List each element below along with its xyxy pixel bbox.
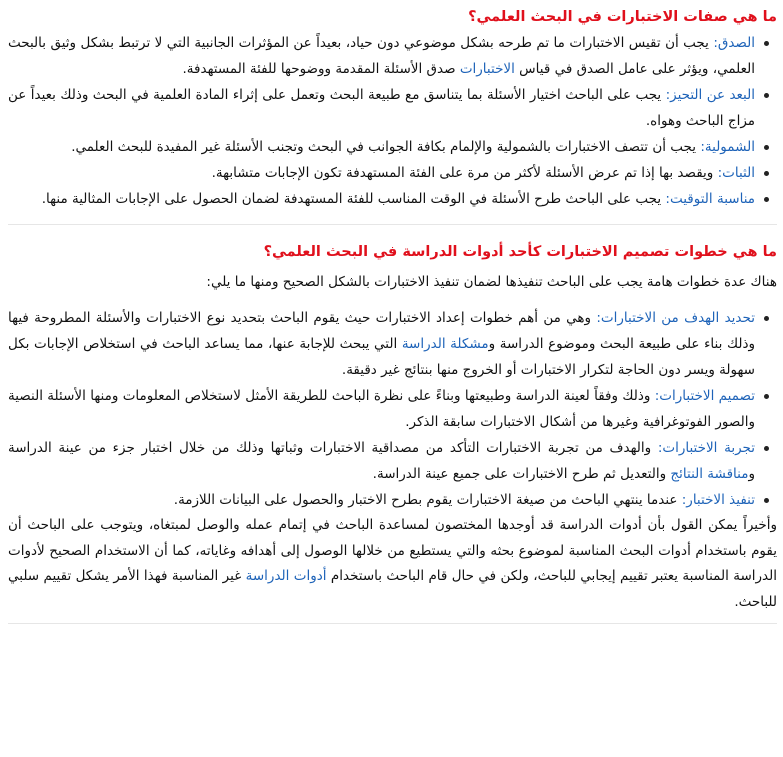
section-divider bbox=[8, 224, 777, 225]
link-study-tools[interactable]: أدوات الدراسة bbox=[245, 568, 327, 584]
item-term: تجربة الاختبارات: bbox=[657, 440, 755, 456]
item-text: يجب أن تقيس الاختبارات ما تم طرحه بشكل موضوعي دون حياد، بعيداً عن المؤثرات الجانبية التي لا ترتبط بشكل وثيق بالبحث العلمي، ويؤثر على عامل الصدق في قياس bbox=[8, 35, 755, 77]
item-text: ويقصد بها إذا تم عرض الأسئلة لأكثر من مرة على الفئة المستهدفة تكون الإجابات متشابهة. bbox=[211, 165, 718, 181]
item-term: تنفيذ الاختبار: bbox=[681, 492, 755, 508]
section2-conclusion bbox=[8, 513, 777, 615]
list-item bbox=[8, 30, 755, 82]
item-text: والتعديل ثم طرح الاختبارات على جميع عينة الدراسة. bbox=[372, 466, 671, 482]
list-item bbox=[8, 305, 755, 383]
list-item bbox=[8, 186, 755, 212]
conclusion-text: وأخيراً يمكن القول بأن أدوات الدراسة قد أوجدها المختصون لمساعدة الباحث في إتمام عمله والوصل لمبتغاه، ويتوجب على الباحث أن يقوم باستخدام أدوات البحث المناسبة لموضوع بحثه والتي يستطيع من خلالها الوصول إلى أهدافه وغاياته، كما أن الاستخدام الصحيح لأدوات الدراسة المناسبة يعتبر تقييم إيجابي للباحث، ولكن في حال قام الباحث باستخدام bbox=[8, 517, 777, 584]
section2-list bbox=[8, 305, 777, 513]
item-text: عندما ينتهي الباحث من صيغة الاختبارات يقوم بطرح الاختبار والحصول على البيانات اللازمة. bbox=[173, 492, 682, 508]
section1-heading: ما هي صفات الاختبارات في البحث العلمي؟ bbox=[468, 9, 777, 25]
list-item bbox=[8, 82, 755, 134]
section-divider bbox=[8, 623, 777, 624]
item-text: يجب على الباحث اختيار الأسئلة بما يتناسق مع طبيعة البحث وتعمل على إثراء المادة العلمية في البحث وذلك بعيداً عن مزاج الباحث وهواه. bbox=[8, 87, 755, 129]
item-text: والهدف من تجربة الاختبارات التأكد من مصداقية الاختبارات وثباتها وذلك من خلال اختبار جزء من عينة الدراسة و bbox=[8, 440, 755, 482]
section1-list bbox=[8, 30, 777, 212]
item-term: مناسبة التوقيت: bbox=[665, 191, 755, 207]
list-item bbox=[8, 160, 755, 186]
section2-intro: هناك عدة خطوات هامة يجب على الباحث تنفيذها لضمان تنفيذ الاختبارات بالشكل الصحيح ومنها ما يلي: bbox=[206, 274, 777, 290]
section2-heading: ما هي خطوات تصميم الاختبارات كأحد أدوات الدراسة في البحث العلمي؟ bbox=[263, 244, 777, 260]
item-term: الصدق: bbox=[713, 35, 755, 51]
list-item bbox=[8, 435, 755, 487]
item-term: الثبات: bbox=[717, 165, 755, 181]
item-text: يجب أن تتصف الاختبارات بالشمولية والإلمام بكافة الجوانب في البحث وتجنب الأسئلة غير المفيدة للبحث العلمي. bbox=[71, 139, 701, 155]
list-item bbox=[8, 487, 755, 513]
list-item bbox=[8, 383, 755, 435]
item-text: وهي من أهم خطوات إعداد الاختبارات حيث يقوم الباحث بتحديد نوع الاختبارات والأسئلة المطروحة فيها وذلك بناء على طبيعة البحث وموضوع الدراسة و bbox=[8, 310, 756, 352]
item-term: البعد عن التحيز: bbox=[665, 87, 755, 103]
item-term: الشمولية: bbox=[700, 139, 755, 155]
list-item bbox=[8, 134, 755, 160]
item-term: تصميم الاختبارات: bbox=[654, 388, 755, 404]
item-text: صدق الأسئلة المقدمة ووضوحها للفئة المستهدفة. bbox=[182, 61, 460, 77]
item-term: تحديد الهدف من الاختبارات: bbox=[596, 310, 755, 326]
item-text: يجب على الباحث طرح الأسئلة في الوقت المناسب للفئة المستهدفة لضمان الحصول على الإجابات المثالية منها. bbox=[41, 191, 666, 207]
link-study-problem[interactable]: مشكلة الدراسة bbox=[401, 336, 489, 352]
item-text: وذلك وفقاً لعينة الدراسة وطبيعتها وبناءً على نظرة الباحث للطريقة الأمثل لاستخلاص المعلومات ومنها الأسئلة النصية والصور الفوتوغرافية وغيرها من أشكال الاختبارات سابقة الذكر. bbox=[8, 388, 755, 430]
conclusion-text: غير المناسبة فهذا الأمر يشكل تقييم سلبي للباحث. bbox=[8, 568, 777, 610]
link-tests[interactable]: الاختبارات bbox=[459, 61, 515, 77]
item-text: التي يبحث للإجابة عنها، مما يساعد الباحث في استخلاص الإجابات بكل سهولة ويسر دون الحاجة لتكرار الاختبارات أو الخروج منها بنتائج غير دقيقة. bbox=[8, 336, 755, 378]
link-discussing-results[interactable]: مناقشة النتائج bbox=[670, 466, 749, 482]
